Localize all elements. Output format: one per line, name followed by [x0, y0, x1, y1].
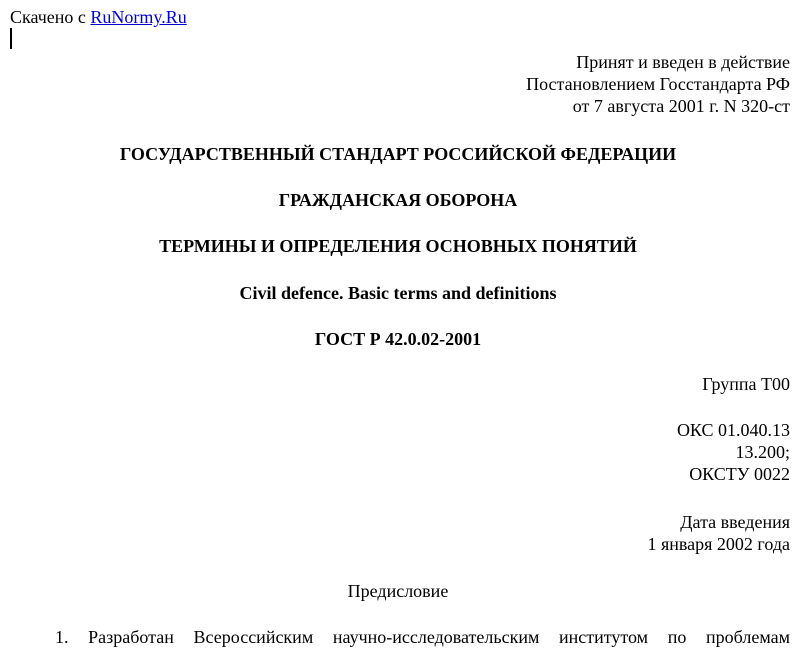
group-code	[702, 373, 790, 395]
approval-block	[526, 51, 790, 117]
preface-heading: Предисловие	[347, 581, 449, 601]
civil-defence-title: ГРАЖДАНСКАЯ ОБОРОНА	[278, 190, 518, 210]
source-link[interactable]: RuNormy.Ru	[90, 7, 187, 27]
preface-item-1: 1. Разработан Всероссийским научно-исследовательским институтом по проблемам	[55, 627, 790, 647]
oks-line-2: 13.200;	[735, 442, 790, 462]
approval-line-3: от 7 августа 2001 г. N 320-ст	[572, 96, 790, 116]
oks-line-1: ОКС 01.040.13	[676, 420, 790, 440]
download-source-line	[10, 6, 187, 28]
gost-number: ГОСТ Р 42.0.02-2001	[314, 329, 482, 349]
classification-codes	[677, 419, 790, 485]
approval-line-1: Принят и введен в действие	[576, 52, 790, 72]
approval-line-2: Постановлением Госстандарта РФ	[526, 74, 790, 94]
intro-date-value: 1 января 2002 года	[647, 534, 790, 554]
english-title: Civil defence. Basic terms and definitions	[239, 283, 557, 303]
terms-title: ТЕРМИНЫ И ОПРЕДЕЛЕНИЯ ОСНОВНЫХ ПОНЯТИЙ	[159, 236, 637, 256]
group-label: Группа Т00	[702, 374, 790, 394]
text-cursor	[10, 28, 12, 49]
download-prefix: Скачено с	[10, 7, 86, 27]
okstu-code: ОКСТУ 0022	[689, 464, 790, 484]
intro-date-block	[647, 511, 790, 555]
state-standard-title: ГОСУДАРСТВЕННЫЙ СТАНДАРТ РОССИЙСКОЙ ФЕДЕРАЦИИ	[119, 144, 677, 164]
intro-date-label: Дата введения	[680, 512, 790, 532]
